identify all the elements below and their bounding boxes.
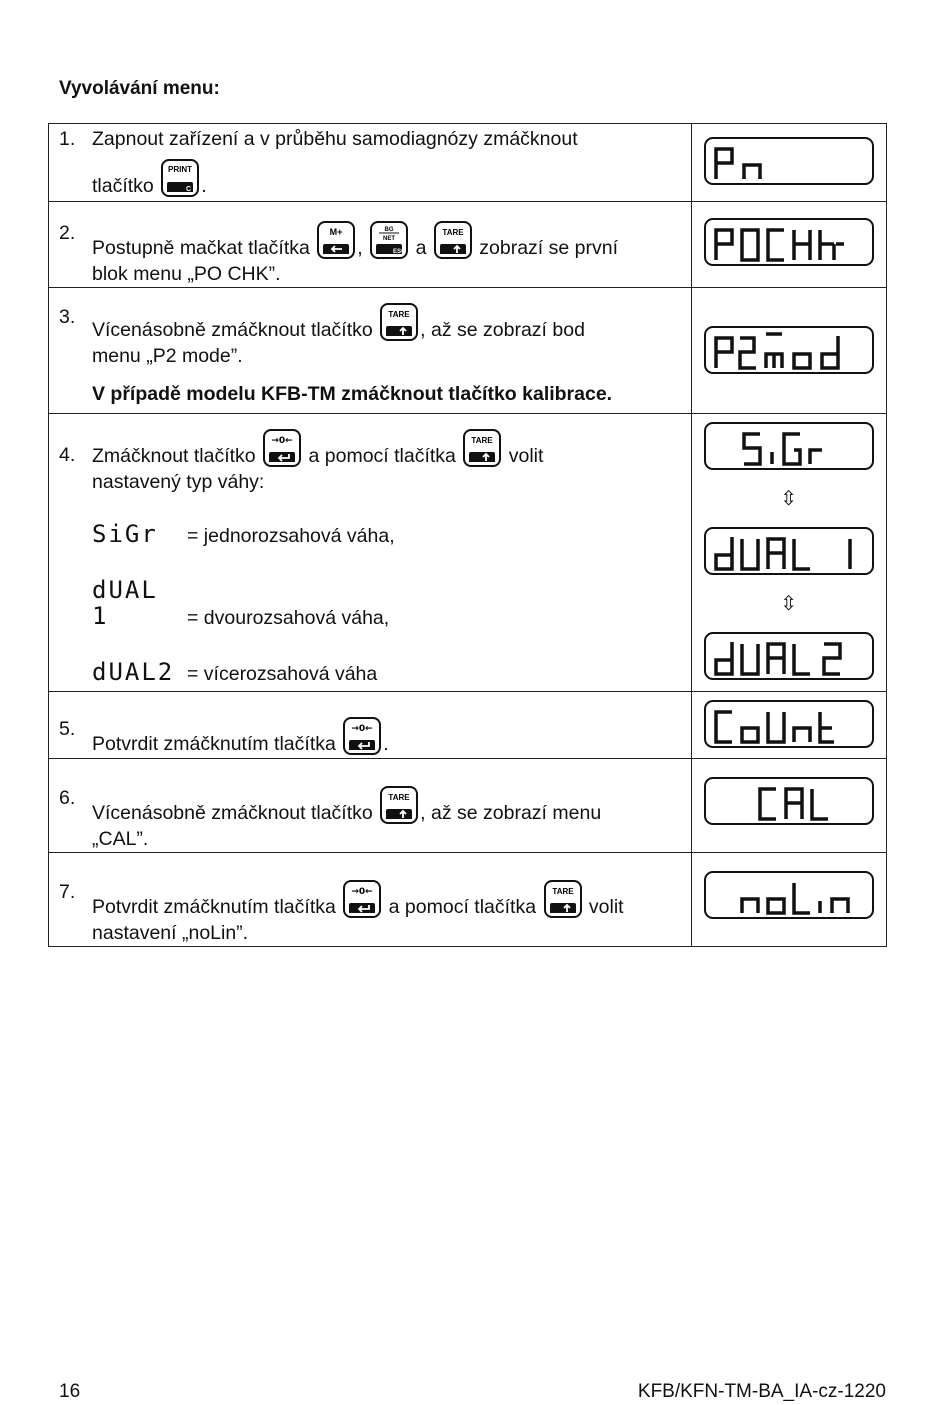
option-code: dUAL 1 [92, 576, 158, 630]
option-code: SiGr [92, 520, 158, 548]
step-row-7: 7. Potvrdit zmáčknutím tlačítka →0← a pomocí tlačítka TARE volit nastavení „noLin”. [49, 853, 887, 947]
up-down-arrow-icon: ⇳ [780, 488, 798, 510]
step-row-4: 4. Zmáčknout tlačítko →0← a pomocí tlačítka TARE volit nastavený typ váhy: SiGr = jednorozsahová váha, dUAL 1 = dvourozsahová váha, dUAL2 = vícerozsahová váha ⇳ ⇳ [49, 414, 887, 692]
lcd-display [704, 326, 874, 374]
section-heading: Vyvolávání menu: [59, 78, 220, 99]
step-row-1: 1. Zapnout zařízení a v průběhu samodiagnózy zmáčknout tlačítko PRINT C . [49, 124, 887, 202]
zero-key-icon [342, 879, 382, 919]
svg-text:TARE: TARE [388, 793, 410, 802]
step-number: 2. [59, 222, 76, 244]
step-text: Zapnout zařízení a v průběhu samodiagnózy zmáčknout [92, 128, 578, 150]
lcd-display [704, 871, 874, 919]
print-key-icon [160, 158, 200, 198]
lcd-display [704, 137, 874, 185]
step-row-6: 6. Vícenásobně zmáčknout tlačítko TARE , až se zobrazí menu „CAL”. [49, 759, 887, 853]
option-code: dUAL2 [92, 658, 175, 686]
document-code: KFB/KFN-TM-BA_IA-cz-1220 [637, 1381, 886, 1402]
lcd-readout-dual1 [706, 529, 876, 577]
lcd-display [704, 422, 874, 470]
step-number: 5. [59, 718, 76, 740]
step-number: 6. [59, 787, 76, 809]
lcd-readout-nolin [706, 873, 876, 921]
step-text: tlačítko [92, 175, 154, 197]
tare-key-icon [379, 785, 419, 825]
svg-text:TARE: TARE [388, 310, 410, 319]
lcd-display [704, 527, 874, 575]
calibration-note: V případě modelu KFB-TM zmáčknout tlačítko kalibrace. [92, 383, 613, 405]
step-number: 3. [59, 306, 76, 328]
lcd-readout-dual2 [706, 634, 876, 682]
svg-text:→0←: →0← [271, 436, 293, 446]
tare-key-icon [543, 879, 583, 919]
tare-key-icon [462, 428, 502, 468]
svg-text:TARE: TARE [471, 436, 493, 445]
svg-text:PRINT: PRINT [168, 165, 193, 174]
step-row-2: 2. Postupně mačkat tlačítka M+ , BG NET ESC a TARE zobrazí se první blok menu „PO CHK”. [49, 202, 887, 288]
svg-text:TARE: TARE [551, 887, 574, 896]
svg-text:TARE: TARE [442, 228, 464, 237]
zero-key-icon [342, 716, 382, 756]
svg-text:M+: M+ [329, 227, 343, 237]
mplus-key-icon [316, 220, 356, 260]
bg-net-esc-key-icon [369, 220, 409, 260]
lcd-display [704, 777, 874, 825]
lcd-readout-cal [706, 779, 876, 827]
option-row: dUAL2 = vícerozsahová váha [92, 658, 378, 686]
up-down-arrow-icon: ⇳ [780, 593, 798, 615]
step-number: 1. [59, 128, 76, 150]
lcd-readout-p2mod [706, 328, 876, 376]
tare-key-icon [433, 220, 473, 260]
option-row: SiGr = jednorozsahová váha, [92, 520, 395, 548]
svg-text:→0←: →0← [351, 724, 373, 734]
lcd-readout-count [706, 702, 876, 750]
steps-table [48, 123, 887, 947]
svg-text:NET: NET [383, 236, 396, 242]
zero-key-icon [262, 428, 302, 468]
lcd-readout-pochk [706, 220, 876, 268]
svg-text:→0←: →0← [351, 887, 373, 897]
tare-key-icon [379, 302, 419, 342]
lcd-readout-pn [706, 139, 876, 187]
lcd-display [704, 218, 874, 266]
step-row-5: 5. Potvrdit zmáčknutím tlačítka →0← . [49, 692, 887, 759]
svg-text:ESC: ESC [393, 249, 406, 255]
lcd-readout-sigr [706, 424, 876, 472]
step-number: 4. [59, 444, 76, 466]
lcd-display [704, 700, 874, 748]
svg-text:C: C [186, 186, 192, 193]
lcd-display [704, 632, 874, 680]
step-number: 7. [59, 881, 76, 903]
option-row: dUAL 1 = dvourozsahová váha, [92, 576, 390, 630]
page-number: 16 [59, 1381, 81, 1402]
svg-text:BG: BG [384, 227, 394, 233]
step-row-3: 3. Vícenásobně zmáčknout tlačítko TARE , až se zobrazí bod menu „P2 mode”. V případě modelu KFB-TM zmáčknout tlačítko kalibrace. [49, 288, 887, 414]
